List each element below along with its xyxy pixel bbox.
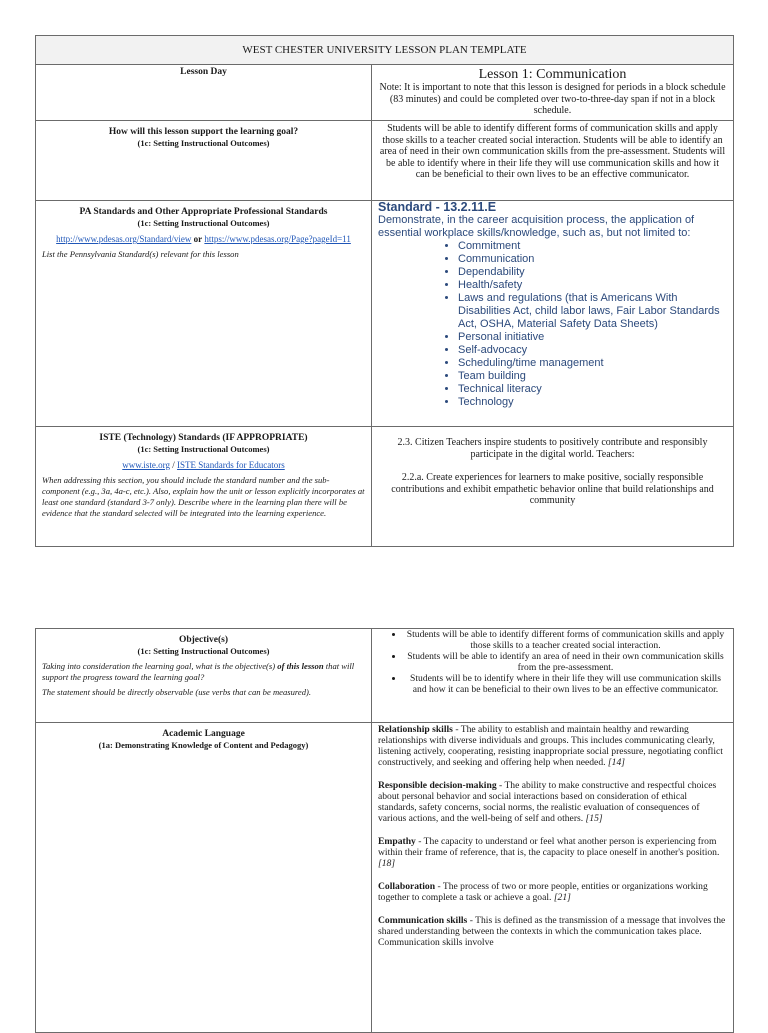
learning-goal-sub: (1c: Setting Instructional Outcomes) <box>137 138 270 148</box>
iste-links <box>42 460 365 471</box>
iste-sub: (1c: Setting Instructional Outcomes) <box>137 444 270 454</box>
learning-goal-value: Students will be able to identify different forms of communication skills and apply those skills to a teacher created social interaction. Students will be able to identify an area of need in their own communication skills from the pre-assessment. Students will be able to identify where in their life they will use communication skills and how it can be beneficial to their own lives to be an effective communicator. <box>372 121 734 201</box>
standard-heading: Standard - 13.2.11.E <box>378 200 497 214</box>
list-item: • Team building <box>458 370 727 383</box>
list-item: • Students will be able to identify different forms of communication skills and apply those skills to a teacher created social interaction. <box>404 629 727 651</box>
academic-language-label-cell <box>36 723 372 1033</box>
pa-standards-value-cell <box>372 201 734 427</box>
term-definition: - The ability to establish and maintain healthy and rewarding relationships with diverse individuals and groups. This includes communicating clearly, listening actively, cooperating, resisting inappropriate social pressure, negotiating conflict constructively, and seeking and offering help when needed. <box>378 724 723 768</box>
term-reference: [14] <box>607 757 625 768</box>
lesson-plan-table-1 <box>35 35 734 547</box>
objectives-instruction-1-bold: of this lesson <box>277 661 324 671</box>
academic-language-sub: (1a: Demonstrating Knowledge of Content and Pedagogy) <box>98 740 309 750</box>
academic-language-value-cell <box>372 723 734 1033</box>
academic-language-label: Academic Language <box>162 729 245 739</box>
pa-standards-sub: (1c: Setting Instructional Outcomes) <box>137 218 270 228</box>
objectives-instruction-2: The statement should be directly observable (use verbs that can be measured). <box>42 687 312 697</box>
term-entry <box>378 881 727 903</box>
objectives-instruction-1 <box>42 661 365 683</box>
list-item: • Students will be able to identify an area of need in their own communication skills from the pre-assessment. <box>404 651 727 673</box>
objectives-value-cell <box>372 629 734 723</box>
list-item: • Self-advocacy <box>458 344 727 357</box>
iste-standards-link[interactable]: ISTE Standards for Educators <box>177 460 285 470</box>
objectives-list <box>378 629 727 695</box>
term-reference: [18] <box>378 858 396 869</box>
list-item: • Communication <box>458 253 727 266</box>
lesson-title: Lesson 1: Communication <box>478 67 627 82</box>
term-definition: - The ability to make constructive and respectful choices about personal behavior and social interactions based on consideration of ethical standards, safety concerns, social norms, the realistic evaluation of consequences of various actions, and the well-being of self and others. <box>378 780 717 824</box>
iste-value-cell <box>372 427 734 547</box>
list-item: • Scheduling/time management <box>458 357 727 370</box>
iste-label-cell <box>36 427 372 547</box>
objectives-sub: (1c: Setting Instructional Outcomes) <box>137 646 270 656</box>
objectives-instruction-1-text: Taking into consideration the learning goal, what is the objective(s) <box>42 661 276 671</box>
pdesas-page-link[interactable]: https://www.pdesas.org/Page?pageId=11 <box>204 234 351 244</box>
iste-label: ISTE (Technology) Standards (IF APPROPRIATE) <box>99 433 308 443</box>
template-title: WEST CHESTER UNIVERSITY LESSON PLAN TEMPLATE <box>36 36 734 65</box>
pa-standards-label-cell <box>36 201 372 427</box>
link-separator: / <box>172 460 175 470</box>
term-name: Relationship skills <box>378 724 453 735</box>
lesson-plan-table-2 <box>35 628 734 1033</box>
pa-standards-label: PA Standards and Other Appropriate Professional Standards <box>79 207 328 217</box>
term-name: Responsible decision-making <box>378 780 497 791</box>
list-item: • Commitment <box>458 240 727 253</box>
iste-value-2: 2.2.a. Create experiences for learners to make positive, socially responsible contributions and exhibit empathetic behavior online that build relationships and community <box>391 472 714 506</box>
standard-skill-list <box>378 240 727 409</box>
term-reference: [21] <box>553 892 571 903</box>
iste-org-link[interactable]: www.iste.org <box>122 460 170 470</box>
list-item: • Personal initiative <box>458 331 727 344</box>
lesson-day-label: Lesson Day <box>180 67 227 77</box>
list-item: • Health/safety <box>458 279 727 292</box>
pa-standards-instruction: List the Pennsylvania Standard(s) relevant for this lesson <box>42 249 239 259</box>
term-entry <box>378 780 727 824</box>
objectives-label-cell <box>36 629 372 723</box>
standard-intro: Demonstrate, in the career acquisition process, the application of essential workplace skills/knowledge, such as, but not limited to: <box>378 214 695 239</box>
term-name: Communication skills <box>378 915 468 926</box>
term-entry <box>378 915 727 948</box>
term-definition: - The process of two or more people, entities or organizations working together to complete a task or achieve a goal. <box>378 881 708 903</box>
term-name: Empathy <box>378 836 416 847</box>
term-definition: - The capacity to understand or feel what another person is experiencing from within their frame of reference, that is, the capacity to place oneself in another's position. <box>378 836 720 858</box>
pdesas-standard-link[interactable]: http://www.pdesas.org/Standard/view <box>56 234 192 244</box>
iste-value-1: 2.3. Citizen Teachers inspire students to positively contribute and responsibly participate in the digital world. Teachers: <box>397 437 708 460</box>
term-entry <box>378 836 727 869</box>
list-item: • Technology <box>458 396 727 409</box>
learning-goal-label-cell <box>36 121 372 201</box>
lesson-day-label-cell <box>36 65 372 121</box>
list-item: • Laws and regulations (that is Americans With Disabilities Act, child labor laws, Fair Labor Standards Act, OSHA, Material Safety Data Sheets) <box>458 292 727 331</box>
term-definition: - This is defined as the transmission of a message that involves the shared understanding between the contexts in which the communication takes place. Communication skills involve <box>378 915 726 948</box>
objectives-instruction-1-end: that will support the progress toward the learning goal? <box>42 661 355 682</box>
iste-instruction: When addressing this section, you should include the standard number and the sub-component (e.g., 3a, 4a-c, etc.). Also, explain how the unit or lesson explicitly incorporates at least one standard (standard 3-7 only). Describe where in the learning plan there will be evidence that the standard selected will be integrated into the learning experience. <box>42 475 365 518</box>
or-text: or <box>193 234 203 244</box>
term-entry <box>378 724 727 768</box>
objectives-label: Objective(s) <box>178 635 229 645</box>
lesson-day-value-cell <box>372 65 734 121</box>
list-item: • Dependability <box>458 266 727 279</box>
list-item: • Technical literacy <box>458 383 727 396</box>
term-reference: [15] <box>585 813 603 824</box>
lesson-note: Note: It is important to note that this lesson is designed for periods in a block schedule (83 minutes) and could be completed over two-to-three-day span if not in a block schedule. <box>379 82 726 116</box>
list-item: • Students will be to identify where in their life they will use communication skills and how it can be beneficial to their own lives to be an effective communicator. <box>404 673 727 695</box>
pa-standards-links <box>42 234 365 245</box>
term-name: Collaboration <box>378 881 436 892</box>
learning-goal-label: How will this lesson support the learning goal? <box>108 127 299 137</box>
